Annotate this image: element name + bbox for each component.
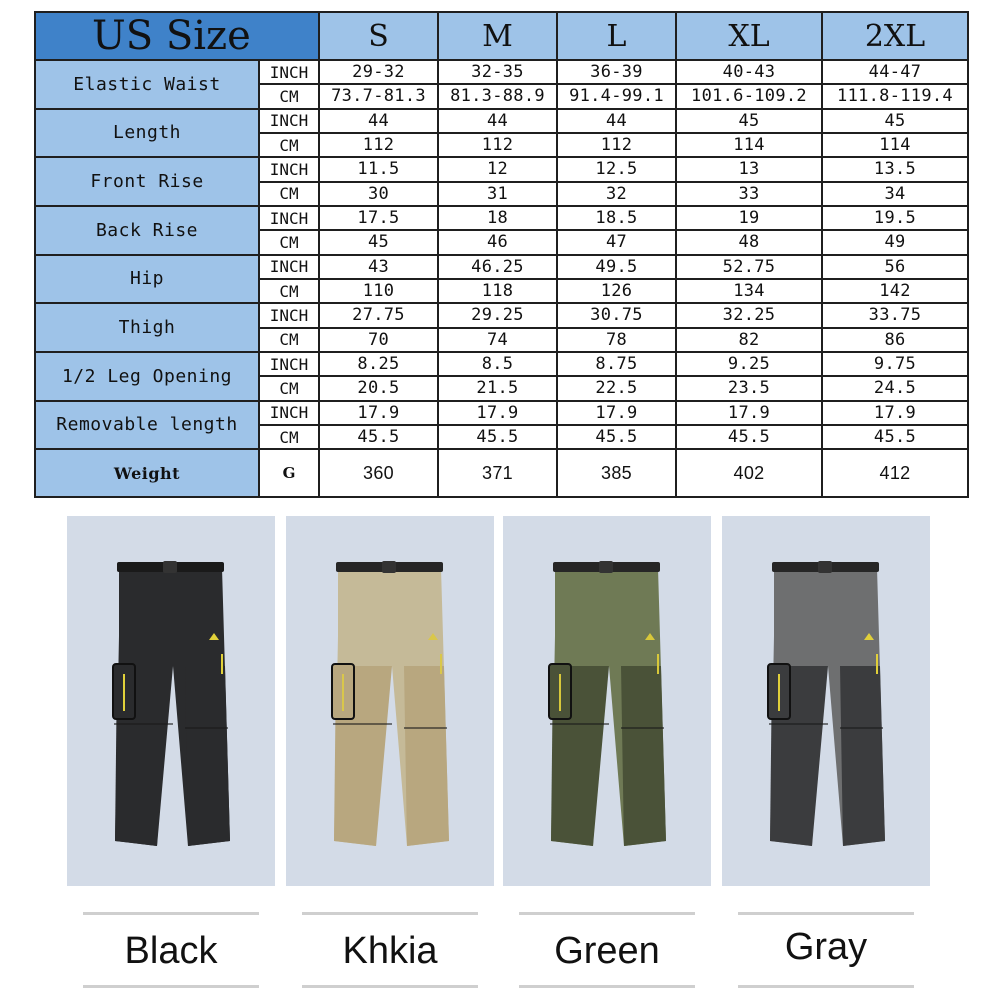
product-photo-khkia [286,516,494,886]
value-cell: 56 [822,255,968,279]
product-photo-gray [722,516,930,886]
value-cell: 27.75 [319,303,438,327]
value-cell: 360 [319,449,438,497]
value-cell: 44 [319,109,438,133]
value-cell: 9.25 [676,352,822,376]
unit-cell: INCH [259,401,319,425]
value-cell: 36-39 [557,60,676,84]
value-cell: 111.8-119.4 [822,84,968,108]
value-cell: 32-35 [438,60,557,84]
unit-cell: CM [259,376,319,400]
pants-illustration [722,516,930,886]
measurement-label: Front Rise [35,157,259,206]
value-cell: 23.5 [676,376,822,400]
value-cell: 21.5 [438,376,557,400]
table-row [35,206,968,230]
unit-cell: INCH [259,303,319,327]
value-cell: 17.9 [319,401,438,425]
value-cell: 18 [438,206,557,230]
value-cell: 74 [438,328,557,352]
size-header-m: M [438,12,557,60]
measurement-label: 1/2 Leg Opening [35,352,259,401]
unit-cell: INCH [259,352,319,376]
value-cell: 9.75 [822,352,968,376]
unit-cell: CM [259,328,319,352]
color-label-black: Black [124,930,218,972]
value-cell: 13 [676,157,822,181]
value-cell: 11.5 [319,157,438,181]
value-cell: 34 [822,182,968,206]
color-label-green: Green [554,930,660,972]
value-cell: 8.5 [438,352,557,376]
value-cell: 18.5 [557,206,676,230]
unit-cell: CM [259,279,319,303]
pants-illustration [503,516,711,886]
table-row [35,109,968,133]
value-cell: 45.5 [557,425,676,449]
unit-cell: G [259,449,319,497]
value-cell: 70 [319,328,438,352]
unit-cell: INCH [259,206,319,230]
size-header-row [35,12,968,60]
value-cell: 49.5 [557,255,676,279]
value-cell: 17.9 [822,401,968,425]
unit-cell: INCH [259,109,319,133]
unit-cell: INCH [259,157,319,181]
divider [738,912,914,915]
value-cell: 112 [319,133,438,157]
divider [519,985,695,988]
value-cell: 29.25 [438,303,557,327]
table-row [35,401,968,425]
value-cell: 46.25 [438,255,557,279]
value-cell: 402 [676,449,822,497]
table-row [35,255,968,279]
measurement-label: Back Rise [35,206,259,255]
value-cell: 126 [557,279,676,303]
value-cell: 82 [676,328,822,352]
value-cell: 45.5 [438,425,557,449]
divider [83,912,259,915]
value-cell: 48 [676,230,822,254]
value-cell: 19 [676,206,822,230]
value-cell: 73.7-81.3 [319,84,438,108]
value-cell: 17.9 [557,401,676,425]
value-cell: 30.75 [557,303,676,327]
size-header-xl: XL [676,12,822,60]
value-cell: 52.75 [676,255,822,279]
divider [738,985,914,988]
value-cell: 114 [822,133,968,157]
value-cell: 45 [319,230,438,254]
measurement-label: Removable length [35,401,259,450]
size-header-l: L [557,12,676,60]
measurement-label: Elastic Waist [35,60,259,109]
size-chart-table [34,11,969,498]
value-cell: 114 [676,133,822,157]
value-cell: 49 [822,230,968,254]
value-cell: 86 [822,328,968,352]
value-cell: 45.5 [319,425,438,449]
pants-illustration [67,516,275,886]
value-cell: 29-32 [319,60,438,84]
value-cell: 43 [319,255,438,279]
unit-cell: CM [259,230,319,254]
value-cell: 78 [557,328,676,352]
color-label-gray: Gray [784,926,868,968]
value-cell: 12.5 [557,157,676,181]
weight-row [35,449,968,497]
value-cell: 45.5 [676,425,822,449]
value-cell: 20.5 [319,376,438,400]
value-cell: 112 [438,133,557,157]
value-cell: 33 [676,182,822,206]
product-photo-black [67,516,275,886]
value-cell: 45 [676,109,822,133]
size-header-2xl: 2XL [822,12,968,60]
divider [302,912,478,915]
measurement-label: Length [35,109,259,158]
weight-label: Weight [35,449,259,497]
color-label-khkia: Khkia [342,930,438,972]
value-cell: 47 [557,230,676,254]
value-cell: 17.5 [319,206,438,230]
value-cell: 24.5 [822,376,968,400]
value-cell: 19.5 [822,206,968,230]
value-cell: 8.75 [557,352,676,376]
value-cell: 13.5 [822,157,968,181]
value-cell: 371 [438,449,557,497]
us-size-title: US Size [35,12,319,60]
value-cell: 17.9 [676,401,822,425]
value-cell: 44 [557,109,676,133]
value-cell: 112 [557,133,676,157]
value-cell: 81.3-88.9 [438,84,557,108]
value-cell: 32 [557,182,676,206]
value-cell: 44 [438,109,557,133]
value-cell: 12 [438,157,557,181]
value-cell: 412 [822,449,968,497]
value-cell: 45.5 [822,425,968,449]
value-cell: 118 [438,279,557,303]
value-cell: 91.4-99.1 [557,84,676,108]
pants-illustration [286,516,494,886]
table-row [35,303,968,327]
value-cell: 142 [822,279,968,303]
unit-cell: INCH [259,60,319,84]
value-cell: 17.9 [438,401,557,425]
unit-cell: CM [259,84,319,108]
value-cell: 30 [319,182,438,206]
value-cell: 32.25 [676,303,822,327]
value-cell: 110 [319,279,438,303]
table-row [35,60,968,84]
value-cell: 40-43 [676,60,822,84]
size-header-s: S [319,12,438,60]
unit-cell: CM [259,133,319,157]
measurement-label: Hip [35,255,259,304]
divider [302,985,478,988]
value-cell: 134 [676,279,822,303]
divider [519,912,695,915]
unit-cell: INCH [259,255,319,279]
divider [83,985,259,988]
unit-cell: CM [259,182,319,206]
table-row [35,157,968,181]
value-cell: 46 [438,230,557,254]
value-cell: 8.25 [319,352,438,376]
value-cell: 33.75 [822,303,968,327]
unit-cell: CM [259,425,319,449]
value-cell: 385 [557,449,676,497]
value-cell: 22.5 [557,376,676,400]
value-cell: 45 [822,109,968,133]
product-photo-green [503,516,711,886]
value-cell: 31 [438,182,557,206]
value-cell: 101.6-109.2 [676,84,822,108]
measurement-label: Thigh [35,303,259,352]
table-row [35,352,968,376]
value-cell: 44-47 [822,60,968,84]
